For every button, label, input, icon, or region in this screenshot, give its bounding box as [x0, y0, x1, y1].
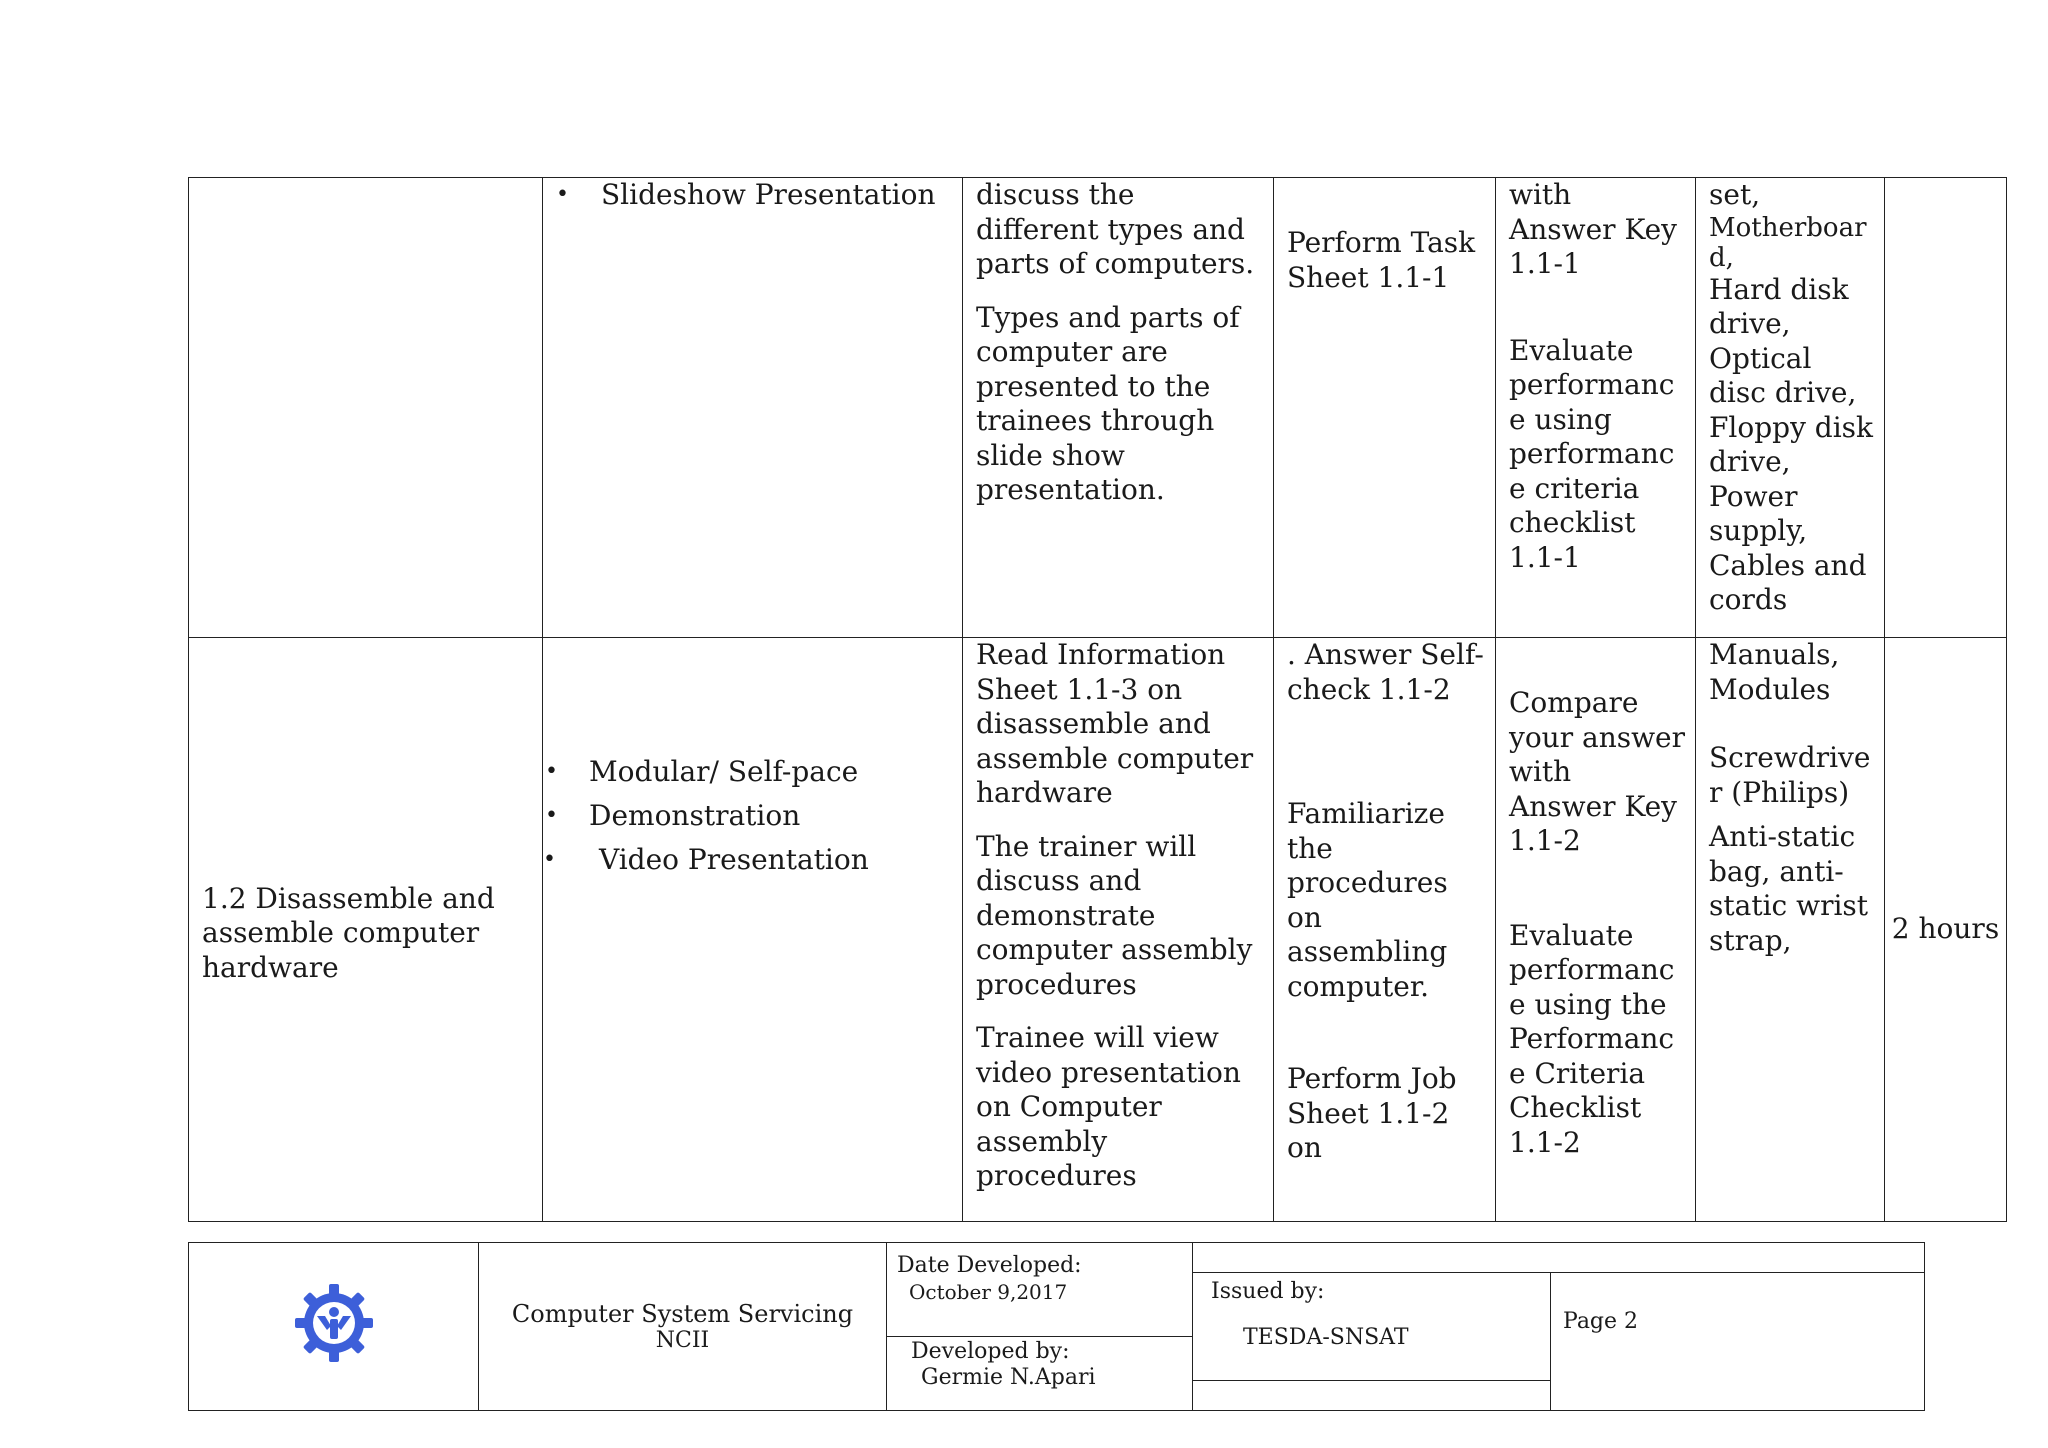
- task-text: Perform Task Sheet 1.1-1: [1287, 226, 1476, 294]
- resource-text: Screwdrive r (Philips): [1709, 741, 1871, 809]
- table-row: [189, 638, 2007, 1222]
- document-footer: [188, 1242, 1925, 1411]
- activity-text: Read Information Sheet 1.1-3 on disassemble and assemble computer hardware: [976, 638, 1254, 809]
- activity-text: Trainee will view video presentation on Computer assembly procedures: [976, 1021, 1241, 1192]
- course-level: NCII: [655, 1327, 710, 1353]
- hours-value: 2 hours: [1891, 912, 2000, 946]
- activities-cell: [963, 638, 1274, 1222]
- assessment-text: with Answer Key 1.1-1: [1509, 178, 1677, 280]
- list-item: • Video Presentation: [543, 838, 952, 882]
- activity-text: The trainer will discuss and demonstrate computer assembly procedures: [976, 829, 1253, 1001]
- assessment-text: Evaluate performanc e using the Performanc e Criteria Checklist 1.1-2: [1509, 918, 1675, 1159]
- date-developed-cell: [887, 1243, 1193, 1337]
- tesda-gear-logo-icon: [293, 1282, 375, 1364]
- learning-plan-table: [188, 177, 2007, 1222]
- modes-cell: [543, 638, 963, 1222]
- modes-cell: [543, 178, 963, 638]
- developed-by-label: Developed by:: [911, 1339, 1070, 1364]
- hours-cell: [1885, 638, 2007, 1222]
- resource-text: Anti-static bag, anti-static wrist strap,: [1709, 820, 1869, 957]
- table-row: [189, 178, 2007, 638]
- task-text: Perform Job Sheet 1.1-2 on: [1287, 1062, 1457, 1164]
- assessment-text: Evaluate performanc e using performanc e criteria checklist 1.1-1: [1509, 333, 1675, 574]
- list-item: • Modular/ Self-pace: [545, 750, 952, 794]
- task-text: . Answer Self-check 1.1-2: [1287, 638, 1484, 706]
- footer-top-blank: [1193, 1243, 1925, 1273]
- resource-text: Hard disk drive, Optical disc drive, Floppy disk drive, Power supply, Cables and cords: [1709, 272, 1874, 616]
- date-developed-label: Date Developed:: [897, 1253, 1082, 1278]
- course-title: Computer System Servicing: [511, 1299, 854, 1328]
- logo-cell: [189, 1243, 479, 1411]
- assessment-cell: [1496, 638, 1696, 1222]
- resource-text: Manuals, Modules: [1709, 638, 1840, 706]
- page-number-cell: [1551, 1273, 1925, 1411]
- resource-text: Motherboar d,: [1709, 212, 1867, 273]
- issued-by-label: Issued by:: [1211, 1279, 1325, 1304]
- resources-cell: [1696, 178, 1885, 638]
- tasks-cell: [1274, 178, 1496, 638]
- resource-text: set,: [1709, 178, 1761, 211]
- assessment-text: Compare your answer with Answer Key 1.1-2: [1509, 686, 1686, 857]
- date-developed-value: October 9,2017: [909, 1280, 1068, 1304]
- page-number: Page 2: [1563, 1308, 1639, 1334]
- issued-by-value: TESDA-SNSAT: [1243, 1325, 1409, 1350]
- competency-cell: [189, 638, 543, 1222]
- activity-text: Types and parts of computer are presented to the trainees through slide show presentation.: [976, 300, 1240, 506]
- assessment-cell: [1496, 178, 1696, 638]
- competency-text: 1.2 Disassemble and assemble computer hardware: [202, 881, 495, 984]
- developed-by-cell: [887, 1337, 1193, 1411]
- resources-cell: [1696, 638, 1885, 1222]
- activities-cell: [963, 178, 1274, 638]
- course-title-cell: [479, 1243, 887, 1411]
- tasks-cell: [1274, 638, 1496, 1222]
- task-text: Familiarize the procedures on assembling computer.: [1287, 797, 1448, 1003]
- modes-list: [545, 750, 952, 882]
- competency-cell: [189, 178, 543, 638]
- modes-list: [556, 178, 952, 213]
- list-item: • Demonstration: [545, 794, 952, 838]
- list-item: • Slideshow Presentation: [556, 178, 952, 213]
- hours-cell: [1885, 178, 2007, 638]
- footer-bottom-blank: [1193, 1381, 1551, 1411]
- activity-text: discuss the different types and parts of computers.: [976, 178, 1255, 280]
- developed-by-value: Germie N.Apari: [921, 1365, 1096, 1390]
- issued-by-cell: [1193, 1273, 1551, 1381]
